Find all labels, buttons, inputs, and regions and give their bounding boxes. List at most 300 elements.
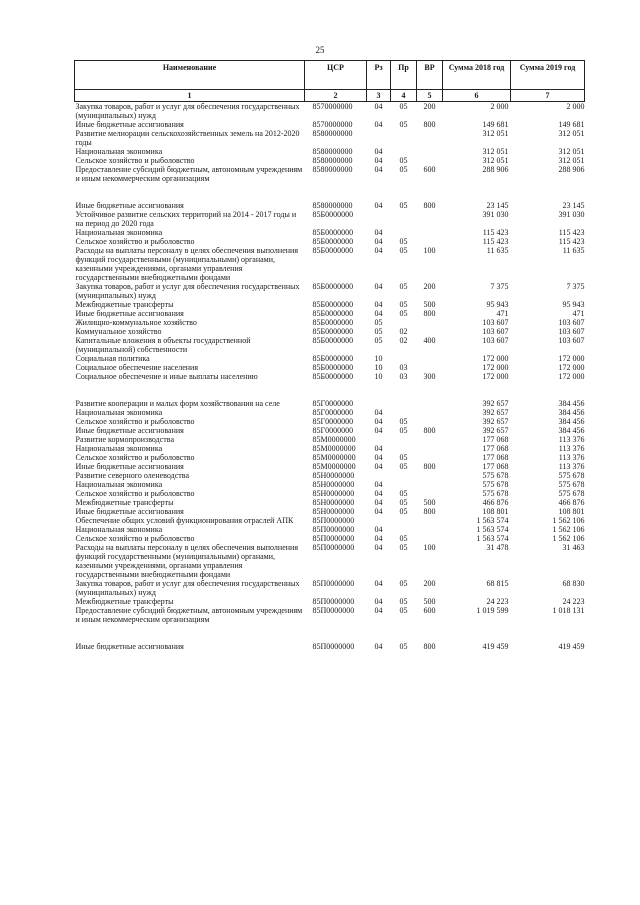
cell-sum-2019: 23 145 [562, 201, 585, 210]
table-row [75, 228, 585, 237]
table-row [75, 102, 585, 121]
cell-csr: 85Н0000000 [312, 480, 355, 489]
cell-pr [391, 147, 417, 156]
cell-name: Закупка товаров, работ и услуг для обеспечения государственных (муниципальных) нужд [75, 579, 300, 597]
cell-pr: 05 [399, 165, 408, 174]
cell-vr: 800 [423, 642, 436, 651]
cell-rz: 04 [374, 246, 383, 255]
table-row [75, 210, 585, 228]
cell-pr [391, 228, 417, 237]
cell-pr: 05 [399, 642, 408, 651]
table-row [75, 408, 585, 417]
table-row [75, 156, 585, 165]
cell-csr: 85П0000000 [312, 516, 355, 525]
table-row [75, 300, 585, 309]
cell-sum-2018 [443, 381, 511, 399]
table-row [75, 525, 585, 534]
cell-pr [391, 525, 417, 534]
cell-name: Национальная экономика [75, 480, 163, 489]
cell-csr: 85Б0000000 [312, 228, 354, 237]
cell-pr: 05 [399, 462, 408, 471]
cell-sum-2019: 108 801 [558, 507, 585, 516]
cell-pr: 05 [399, 534, 408, 543]
cell-csr: 85Г0000000 [312, 408, 354, 417]
cell-sum-2019: 288 906 [558, 165, 585, 174]
cell-rz: 04 [374, 102, 383, 111]
cell-sum-2019: 172 000 [558, 372, 585, 381]
cell-vr [417, 183, 443, 201]
cell-csr: 8580000000 [312, 201, 353, 210]
cell-rz [367, 183, 391, 201]
cell-vr [417, 417, 443, 426]
cell-rz: 04 [374, 462, 383, 471]
cell-pr: 05 [399, 102, 408, 111]
table-row [75, 453, 585, 462]
table-row [75, 147, 585, 156]
cell-sum-2019: 384 456 [558, 417, 585, 426]
cell-vr: 200 [423, 102, 436, 111]
cell-rz: 04 [374, 228, 383, 237]
cell-sum-2019: 115 423 [558, 228, 585, 237]
cell-name: Национальная экономика [75, 444, 163, 453]
cell-sum-2019: 575 678 [558, 489, 585, 498]
table-row [75, 462, 585, 471]
col-number: 3 [367, 90, 391, 102]
cell-vr [417, 408, 443, 417]
cell-csr: 85Н0000000 [312, 498, 355, 507]
cell-csr: 85М0000000 [312, 435, 356, 444]
cell-sum-2019: 312 051 [558, 156, 585, 165]
cell-name: Капитальные вложения в объекты государственной (муниципальной) собственности [75, 336, 251, 354]
cell-csr: 85Б0000000 [312, 354, 354, 363]
table-row [75, 318, 585, 327]
cell-sum-2019: 1 562 106 [552, 516, 585, 525]
cell-name: Иные бюджетные ассигнования [75, 201, 184, 210]
cell-vr: 200 [423, 282, 436, 291]
cell-name: Сельское хозяйство и рыболовство [75, 489, 195, 498]
cell-pr: 05 [399, 417, 408, 426]
cell-rz: 10 [374, 354, 383, 363]
cell-sum-2019: 575 678 [558, 480, 585, 489]
page-number: 25 [315, 45, 325, 55]
cell-vr: 400 [423, 336, 436, 345]
cell-pr: 03 [399, 363, 408, 372]
cell-name: Предоставление субсидий бюджетным, автономным учреждениям и иным некоммерческим организациям [75, 606, 303, 624]
header-vr: ВР [417, 61, 443, 90]
cell-rz [367, 435, 391, 444]
cell-sum-2018: 68 815 [486, 579, 509, 588]
cell-vr: 500 [423, 597, 436, 606]
cell-vr: 600 [423, 606, 436, 615]
cell-vr [417, 354, 443, 363]
cell-sum-2018: 575 678 [482, 471, 509, 480]
col-number: 2 [305, 90, 367, 102]
table-row [75, 309, 585, 318]
cell-vr [417, 399, 443, 408]
cell-vr: 800 [423, 309, 436, 318]
table-row [75, 237, 585, 246]
cell-vr [417, 147, 443, 156]
table-row [75, 642, 585, 651]
cell-vr [417, 534, 443, 543]
cell-rz: 10 [374, 363, 383, 372]
cell-sum-2019 [511, 183, 585, 201]
cell-pr: 02 [399, 327, 408, 336]
cell-pr [391, 516, 417, 525]
cell-rz [367, 516, 391, 525]
table-row [75, 507, 585, 516]
cell-pr: 05 [399, 156, 408, 165]
cell-csr [305, 381, 367, 399]
cell-rz: 04 [374, 120, 383, 129]
cell-rz: 04 [374, 597, 383, 606]
cell-name: Коммунальное хозяйство [75, 327, 162, 336]
cell-sum-2018: 392 657 [482, 417, 509, 426]
header-sum-2018: Сумма 2018 год [443, 61, 511, 90]
cell-vr [417, 516, 443, 525]
cell-name: Национальная экономика [75, 147, 163, 156]
cell-rz: 04 [374, 444, 383, 453]
cell-sum-2018: 312 051 [482, 147, 509, 156]
table-row [75, 597, 585, 606]
table-row [75, 444, 585, 453]
cell-sum-2018: 103 607 [482, 318, 509, 327]
table-row [75, 606, 585, 624]
cell-rz: 04 [374, 507, 383, 516]
cell-sum-2018: 392 657 [482, 399, 509, 408]
cell-csr: 8570000000 [312, 102, 353, 111]
cell-sum-2019: 103 607 [558, 327, 585, 336]
cell-rz: 04 [374, 498, 383, 507]
cell-csr: 85Б0000000 [312, 336, 354, 345]
cell-rz: 04 [374, 147, 383, 156]
cell-csr: 85М0000000 [312, 444, 356, 453]
cell-rz [367, 210, 391, 228]
cell-rz: 05 [374, 318, 383, 327]
cell-name: Закупка товаров, работ и услуг для обеспечения государственных (муниципальных) нужд [75, 282, 300, 300]
cell-rz: 04 [374, 282, 383, 291]
cell-csr: 85Б0000000 [312, 309, 354, 318]
cell-name: Иные бюджетные ассигнования [75, 507, 184, 516]
cell-rz: 04 [374, 480, 383, 489]
cell-name: Иные бюджетные ассигнования [75, 462, 184, 471]
table-row [75, 534, 585, 543]
table-row [75, 201, 585, 210]
cell-pr: 05 [399, 498, 408, 507]
cell-vr: 100 [423, 543, 436, 552]
cell-vr [417, 318, 443, 327]
cell-pr [391, 444, 417, 453]
cell-sum-2019: 384 456 [558, 426, 585, 435]
cell-rz: 04 [374, 453, 383, 462]
cell-pr: 05 [399, 237, 408, 246]
cell-sum-2019: 95 943 [562, 300, 585, 309]
cell-name: Развитие мелиорации сельскохозяйственных земель на 2012-2020 годы [75, 129, 300, 147]
cell-vr: 800 [423, 120, 436, 129]
cell-sum-2018 [443, 624, 511, 642]
col-number: 5 [417, 90, 443, 102]
cell-pr: 05 [399, 120, 408, 129]
cell-name: Межбюджетные трансферты [75, 498, 174, 507]
cell-rz: 04 [374, 201, 383, 210]
cell-vr [417, 327, 443, 336]
cell-sum-2019: 471 [572, 309, 585, 318]
cell-sum-2019: 384 456 [558, 399, 585, 408]
cell-vr [417, 453, 443, 462]
cell-rz [367, 471, 391, 480]
cell-csr: 85Б0000000 [312, 300, 354, 309]
cell-pr: 02 [399, 336, 408, 345]
cell-vr: 800 [423, 426, 436, 435]
cell-sum-2018: 115 423 [482, 228, 509, 237]
cell-pr [391, 210, 417, 228]
cell-sum-2018: 391 030 [482, 210, 509, 219]
cell-name: Обеспечение общих условий функционирования отраслей АПК [75, 516, 294, 525]
table-row [75, 372, 585, 381]
cell-sum-2018: 312 051 [482, 156, 509, 165]
cell-sum-2018: 392 657 [482, 408, 509, 417]
cell-csr: 85П0000000 [312, 543, 355, 552]
table-row [75, 120, 585, 129]
table-row [75, 498, 585, 507]
cell-vr: 800 [423, 507, 436, 516]
cell-csr: 85Б0000000 [312, 246, 354, 255]
cell-csr: 85Б0000000 [312, 363, 354, 372]
cell-sum-2018: 177 068 [482, 435, 509, 444]
table-row [75, 543, 585, 579]
cell-vr [417, 381, 443, 399]
cell-vr: 500 [423, 300, 436, 309]
cell-sum-2019: 1 562 106 [552, 525, 585, 534]
cell-sum-2018: 575 678 [482, 489, 509, 498]
cell-pr: 03 [399, 372, 408, 381]
cell-pr: 05 [399, 579, 408, 588]
cell-sum-2018: 177 068 [482, 462, 509, 471]
cell-sum-2018: 23 145 [486, 201, 509, 210]
cell-name: Закупка товаров, работ и услуг для обеспечения государственных (муниципальных) нужд [75, 102, 300, 120]
spacer-row [75, 381, 585, 399]
cell-name: Устойчивое развитие сельских территорий на 2014 - 2017 годы и на период до 2020 года [75, 210, 297, 228]
cell-vr [417, 444, 443, 453]
cell-csr: 85Г0000000 [312, 417, 354, 426]
table-row [75, 165, 585, 183]
cell-sum-2019: 113 376 [558, 435, 585, 444]
cell-name: Расходы на выплаты персоналу в целях обеспечения выполнения функций государственными (муниципальными) органами, казенными учреждениями, органами управления государственными внебюджетными фондами [75, 246, 298, 282]
cell-sum-2019: 68 830 [562, 579, 585, 588]
cell-sum-2018: 312 051 [482, 129, 509, 138]
header-sum-2019: Сумма 2019 год [511, 61, 585, 90]
cell-name: Сельское хозяйство и рыболовство [75, 156, 195, 165]
budget-table [74, 60, 585, 651]
cell-vr [417, 363, 443, 372]
cell-name: Иные бюджетные ассигнования [75, 642, 184, 651]
cell-sum-2019: 7 375 [566, 282, 585, 291]
cell-sum-2019: 115 423 [558, 237, 585, 246]
cell-sum-2019: 103 607 [558, 336, 585, 345]
header-name: Наименование [75, 61, 305, 90]
cell-sum-2019: 149 681 [558, 120, 585, 129]
cell-sum-2018: 95 943 [486, 300, 509, 309]
cell-rz: 04 [374, 309, 383, 318]
cell-sum-2018: 1 563 574 [476, 534, 509, 543]
cell-sum-2018: 1 563 574 [476, 516, 509, 525]
cell-vr: 800 [423, 462, 436, 471]
col-number: 4 [391, 90, 417, 102]
col-number: 6 [443, 90, 511, 102]
cell-csr: 85Н0000000 [312, 507, 355, 516]
cell-csr [305, 183, 367, 201]
cell-csr: 85П0000000 [312, 606, 355, 615]
cell-vr [417, 237, 443, 246]
cell-sum-2019: 113 376 [558, 453, 585, 462]
cell-sum-2018: 2 000 [490, 102, 509, 111]
cell-csr: 8570000000 [312, 120, 353, 129]
cell-csr: 8580000000 [312, 147, 353, 156]
cell-rz [367, 381, 391, 399]
cell-rz: 04 [374, 534, 383, 543]
cell-sum-2019: 172 000 [558, 363, 585, 372]
cell-pr: 05 [399, 201, 408, 210]
cell-rz: 04 [374, 408, 383, 417]
cell-pr: 05 [399, 246, 408, 255]
cell-name: Расходы на выплаты персоналу в целях обеспечения выполнения функций государственными (муниципальными) органами, казенными учреждениями, органами управления государственными внебюджетными фондами [75, 543, 298, 579]
cell-sum-2019: 384 456 [558, 408, 585, 417]
cell-pr [391, 381, 417, 399]
cell-rz: 05 [374, 336, 383, 345]
cell-vr [417, 525, 443, 534]
cell-sum-2018: 177 068 [482, 453, 509, 462]
table-row [75, 363, 585, 372]
cell-name: Социальное обеспечение и иные выплаты населению [75, 372, 258, 381]
cell-sum-2018: 466 876 [482, 498, 509, 507]
cell-rz [367, 129, 391, 147]
cell-sum-2018: 103 607 [482, 327, 509, 336]
cell-csr: 85Н0000000 [312, 489, 355, 498]
cell-pr: 05 [399, 543, 408, 552]
cell-csr [305, 624, 367, 642]
cell-name: Развитие кормопроизводства [75, 435, 175, 444]
table-row [75, 426, 585, 435]
cell-csr: 85Г0000000 [312, 399, 354, 408]
cell-sum-2019: 2 000 [566, 102, 585, 111]
cell-sum-2019 [511, 381, 585, 399]
cell-rz: 04 [374, 237, 383, 246]
cell-sum-2018: 392 657 [482, 426, 509, 435]
cell-name: Сельское хозяйство и рыболовство [75, 453, 195, 462]
cell-vr: 100 [423, 246, 436, 255]
cell-csr: 8580000000 [312, 165, 353, 174]
cell-sum-2018: 11 635 [486, 246, 509, 255]
cell-sum-2018: 172 000 [482, 354, 509, 363]
cell-csr: 85М0000000 [312, 453, 356, 462]
cell-rz: 04 [374, 165, 383, 174]
cell-rz: 04 [374, 642, 383, 651]
cell-pr: 05 [399, 597, 408, 606]
table-row [75, 516, 585, 525]
cell-pr: 05 [399, 489, 408, 498]
cell-rz: 04 [374, 156, 383, 165]
cell-pr [391, 354, 417, 363]
cell-name [75, 381, 305, 399]
cell-rz [367, 624, 391, 642]
cell-pr: 05 [399, 309, 408, 318]
cell-vr [417, 624, 443, 642]
cell-name: Иные бюджетные ассигнования [75, 426, 184, 435]
cell-sum-2018: 149 681 [482, 120, 509, 129]
cell-name: Сельское хозяйство и рыболовство [75, 534, 195, 543]
cell-pr: 05 [399, 426, 408, 435]
cell-name: Развитие кооперации и малых форм хозяйствования на селе [75, 399, 280, 408]
cell-csr: 85Б0000000 [312, 372, 354, 381]
table-row [75, 417, 585, 426]
cell-vr [417, 156, 443, 165]
cell-vr [417, 129, 443, 147]
cell-sum-2019: 1 562 106 [552, 534, 585, 543]
cell-csr: 85Б0000000 [312, 327, 354, 336]
cell-vr [417, 210, 443, 228]
cell-name [75, 183, 305, 201]
cell-vr [417, 489, 443, 498]
cell-name: Жилищно-коммунальное хозяйство [75, 318, 197, 327]
cell-sum-2018: 1 019 599 [476, 606, 509, 615]
cell-sum-2018: 419 459 [482, 642, 509, 651]
table-row [75, 354, 585, 363]
cell-pr [391, 318, 417, 327]
cell-vr [417, 228, 443, 237]
cell-csr: 85П0000000 [312, 642, 355, 651]
cell-sum-2018: 172 000 [482, 363, 509, 372]
col-number: 1 [75, 90, 305, 102]
cell-vr: 500 [423, 498, 436, 507]
table-row [75, 282, 585, 300]
cell-rz: 10 [374, 372, 383, 381]
table-row [75, 579, 585, 597]
cell-sum-2018: 471 [496, 309, 509, 318]
table-body [75, 102, 585, 652]
cell-pr [391, 624, 417, 642]
cell-csr: 85Н0000000 [312, 471, 355, 480]
cell-rz: 04 [374, 579, 383, 588]
cell-pr [391, 399, 417, 408]
table-row [75, 435, 585, 444]
cell-vr [417, 435, 443, 444]
cell-pr [391, 129, 417, 147]
cell-sum-2018: 103 607 [482, 336, 509, 345]
cell-pr [391, 408, 417, 417]
cell-sum-2018: 575 678 [482, 480, 509, 489]
table-row [75, 399, 585, 408]
table-row [75, 327, 585, 336]
cell-name: Предоставление субсидий бюджетным, автономным учреждениям и иным некоммерческим организациям [75, 165, 303, 183]
cell-sum-2019: 24 223 [562, 597, 585, 606]
cell-pr [391, 471, 417, 480]
cell-name: Межбюджетные трансферты [75, 597, 174, 606]
table-row [75, 489, 585, 498]
cell-csr: 85П0000000 [312, 579, 355, 588]
cell-name: Национальная экономика [75, 228, 163, 237]
cell-sum-2018: 31 478 [486, 543, 509, 552]
cell-csr: 85П0000000 [312, 534, 355, 543]
cell-vr: 600 [423, 165, 436, 174]
cell-pr [391, 480, 417, 489]
cell-sum-2018: 1 563 574 [476, 525, 509, 534]
spacer-row [75, 624, 585, 642]
cell-sum-2019: 466 876 [558, 498, 585, 507]
cell-sum-2019 [511, 624, 585, 642]
table-row [75, 129, 585, 147]
cell-csr: 85П0000000 [312, 597, 355, 606]
cell-sum-2018: 177 068 [482, 444, 509, 453]
